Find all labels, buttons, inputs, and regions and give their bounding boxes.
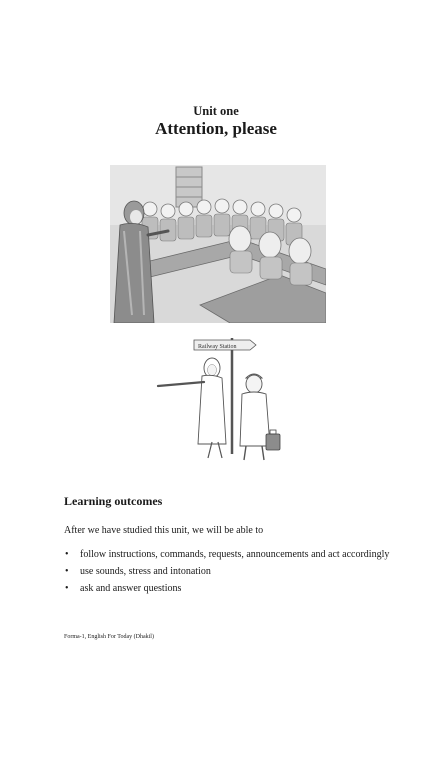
direction-illustration	[152, 334, 282, 462]
bullet-icon: •	[65, 566, 69, 577]
list-item	[64, 566, 389, 578]
signpost-label: Railway Station	[198, 344, 237, 350]
classroom-illustration	[110, 165, 326, 323]
outcome-text: follow instructions, commands, requests, announcements and act accordingly	[80, 549, 390, 560]
page-footer: Forma-1, English For Today (Dhakil)	[64, 634, 154, 640]
bullet-icon: •	[65, 583, 69, 594]
bullet-icon: •	[65, 549, 69, 560]
learning-outcomes-heading: Learning outcomes	[64, 494, 163, 508]
unit-title: Attention, please	[155, 119, 277, 138]
list-item	[64, 583, 389, 595]
outcome-text: ask and answer questions	[80, 583, 182, 594]
list-item	[64, 549, 389, 561]
learning-intro: After we have studied this unit, we will be able to	[64, 525, 264, 536]
learning-outcomes-list	[64, 549, 389, 600]
unit-label: Unit one	[193, 104, 239, 118]
outcome-text: use sounds, stress and intonation	[80, 566, 211, 577]
